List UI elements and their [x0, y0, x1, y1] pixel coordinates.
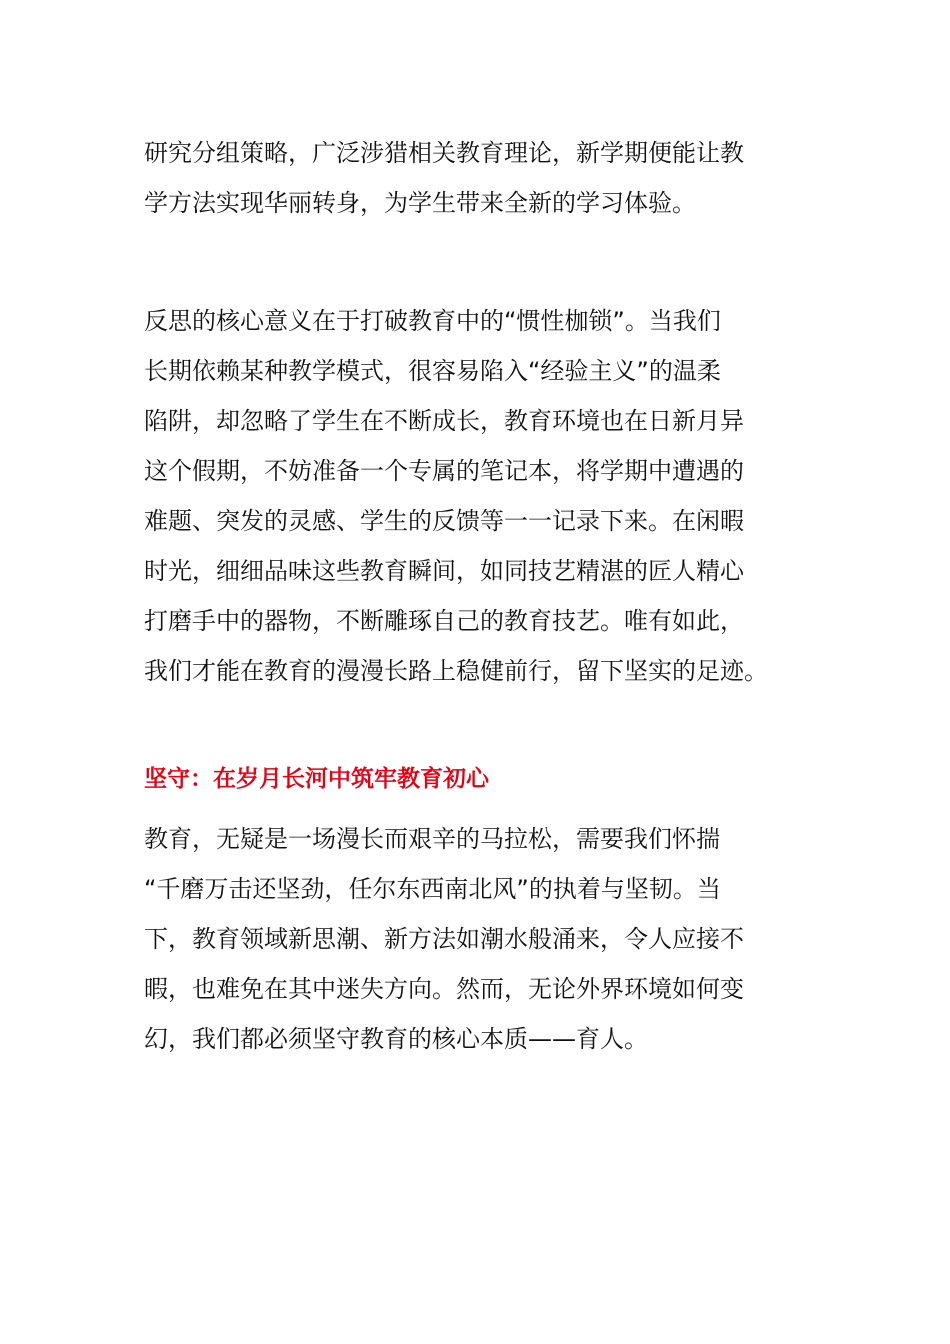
paragraph-line: 研究分组策略，广泛涉猎相关教育理论，新学期便能让教 [144, 139, 744, 167]
section-heading: 坚守：在岁月长河中筑牢教育初心 [144, 766, 489, 792]
paragraph-line: 难题、突发的灵感、学生的反馈等一一记录下来。在闲暇 [144, 507, 744, 535]
paragraph-1 [144, 128, 744, 228]
paragraph-line: 打磨手中的器物，不断雕琢自己的教育技艺。唯有如此， [144, 607, 744, 635]
paragraph-line: 幻，我们都必须坚守教育的核心本质——育人。 [144, 1025, 648, 1053]
paragraph-line: 长期依赖某种教学模式，很容易陷入“经验主义”的温柔 [144, 357, 721, 385]
paragraph-2 [144, 296, 768, 696]
paragraph-line: 这个假期，不妨准备一个专属的笔记本，将学期中遭遇的 [144, 457, 744, 485]
paragraph-line: 学方法实现华丽转身，为学生带来全新的学习体验。 [144, 189, 696, 217]
paragraph-line: 教育，无疑是一场漫长而艰辛的马拉松，需要我们怀揣 [144, 825, 720, 853]
paragraph-line: 反思的核心意义在于打破教育中的“惯性枷锁”。当我们 [144, 307, 721, 335]
paragraph-line: 我们才能在教育的漫漫长路上稳健前行，留下坚实的足迹。 [144, 657, 768, 685]
paragraph-line: 时光，细细品味这些教育瞬间，如同技艺精湛的匠人精心 [144, 557, 744, 585]
paragraph-line: 陷阱，却忽略了学生在不断成长，教育环境也在日新月异 [144, 407, 744, 435]
paragraph-line: 下，教育领域新思潮、新方法如潮水般涌来，令人应接不 [144, 925, 744, 953]
paragraph-line: “千磨万击还坚劲，任尔东西南北风”的执着与坚韧。当 [144, 875, 721, 903]
paragraph-3 [144, 814, 744, 1064]
paragraph-line: 暇，也难免在其中迷失方向。然而，无论外界环境如何变 [144, 975, 744, 1003]
